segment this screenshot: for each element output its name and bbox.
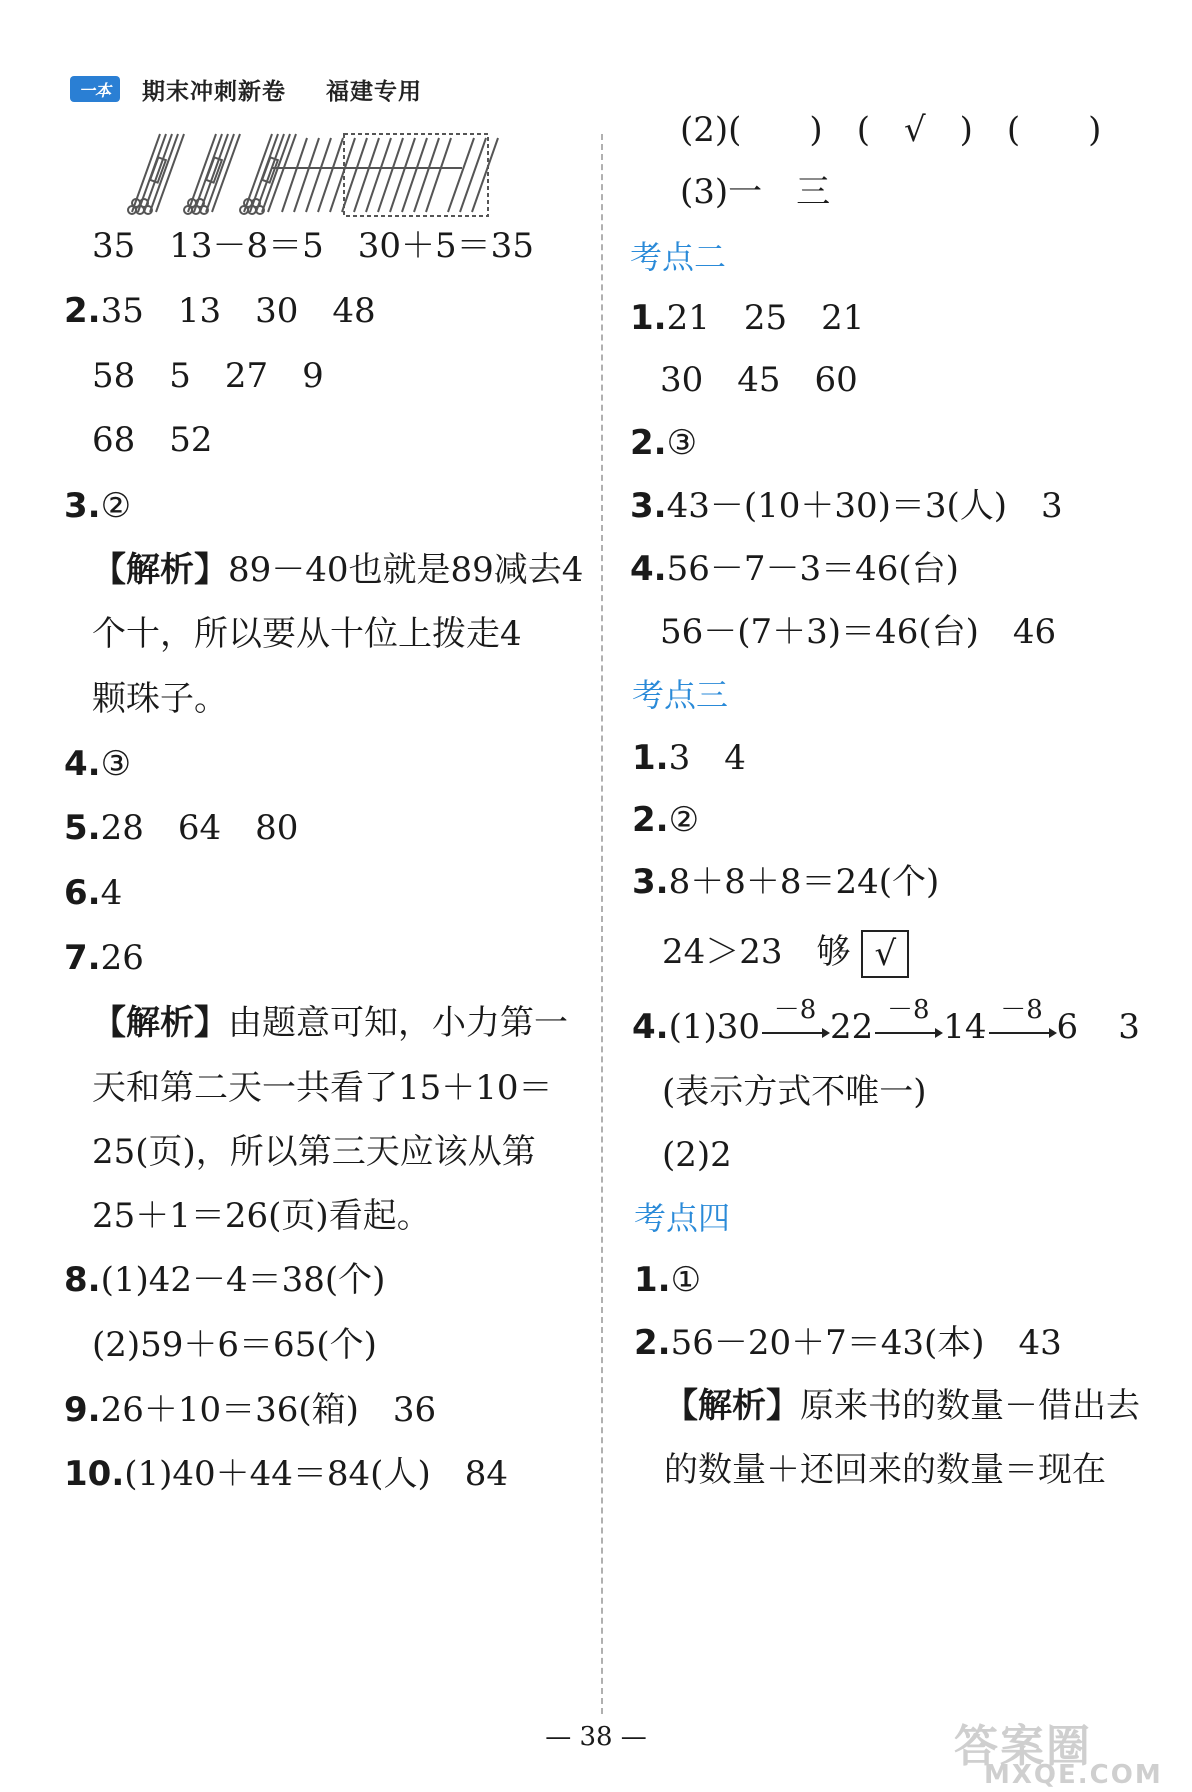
answer-line: (2)( ) ( √ ) ( )	[680, 110, 1102, 150]
answer-text: 26	[100, 938, 144, 978]
question-number: 2.	[634, 1323, 671, 1363]
question-number: 2.	[630, 423, 667, 463]
question-number: 1.	[632, 738, 669, 778]
question-number: 4.	[64, 744, 101, 784]
explanation-tag: 【解析】	[92, 550, 228, 590]
right-arrow-icon	[987, 1027, 1057, 1039]
answer-text: ①	[670, 1260, 702, 1300]
question-4	[64, 744, 131, 784]
question-number: 4.	[630, 549, 667, 589]
answer-text: 6	[1056, 1007, 1079, 1047]
question-number: 9.	[64, 1390, 101, 1430]
explanation-text: 原来书的数量－借出去	[800, 1386, 1140, 1426]
explanation-line: 25＋1＝26(页)看起。	[92, 1196, 431, 1236]
extra-sticks	[448, 138, 498, 212]
answer-text: 21 25 21	[666, 298, 865, 338]
answer-text: 28 64 80	[100, 808, 299, 848]
question-3	[632, 862, 939, 902]
answer-line: 30 45 60	[660, 360, 858, 400]
answer-text: 56－7－3＝46(台)	[666, 549, 959, 589]
watermark-logo: 答案圈	[954, 1721, 1092, 1772]
answer-line: (2)2	[662, 1135, 732, 1175]
question-1	[632, 738, 746, 778]
explanation-line	[664, 1386, 1140, 1426]
question-7	[64, 938, 144, 978]
answer-line: 58 5 27 9	[92, 356, 324, 396]
question-number: 4.	[632, 1007, 669, 1047]
question-number: 6.	[64, 873, 101, 913]
page-header	[70, 72, 422, 106]
answer-text: (1)30	[668, 1007, 761, 1047]
loose-sticks	[272, 138, 462, 212]
explanation-line: 天和第二天一共看了15＋10＝	[92, 1068, 553, 1108]
explanation-line: 25(页)，所以第三天应该从第	[92, 1132, 536, 1172]
answer-line	[662, 930, 909, 978]
explanation-line: 个十，所以要从十位上拨走4	[92, 614, 522, 654]
answer-text: 56－20＋7＝43(本) 43	[670, 1323, 1062, 1363]
question-3	[64, 486, 131, 526]
question-number: 1.	[634, 1260, 671, 1300]
answer-text: 43－(10＋30)＝3(人) 3	[666, 486, 1063, 526]
explanation-tag: 【解析】	[664, 1386, 800, 1426]
question-8	[64, 1260, 385, 1300]
stick-bundle-1	[128, 134, 184, 214]
minus-arrow	[987, 995, 1057, 1047]
explanation-line	[92, 1003, 568, 1043]
answer-line-1: 35 13－8＝5 30＋5＝35	[92, 226, 534, 266]
answer-text: 35 13 30 48	[100, 291, 376, 331]
answer-text: (1)40＋44＝84(人) 84	[124, 1454, 508, 1494]
answer-line: 56－(7＋3)＝46(台) 46	[660, 612, 1057, 652]
answer-line: 68 52	[92, 420, 213, 460]
question-2	[64, 291, 376, 331]
answer-text: ②	[100, 486, 132, 526]
question-9	[64, 1390, 436, 1430]
arrow-label: －8	[887, 995, 930, 1025]
answer-note: (表示方式不唯一)	[662, 1072, 927, 1112]
answer-text: 14	[943, 1007, 987, 1047]
watermark	[944, 1710, 1192, 1790]
question-number: 10.	[64, 1454, 125, 1494]
question-10	[64, 1454, 508, 1494]
question-3	[630, 486, 1063, 526]
explanation-tag: 【解析】	[92, 1003, 228, 1043]
answer-text: 24＞23 够	[662, 932, 851, 972]
question-6	[64, 873, 122, 913]
explanation-line: 的数量＋还回来的数量＝现在	[664, 1450, 1106, 1490]
question-number: 2.	[632, 800, 669, 840]
explanation-line: 颗珠子。	[92, 679, 228, 719]
question-number: 3.	[632, 862, 669, 902]
column-divider	[601, 134, 603, 1714]
answer-text: ③	[100, 744, 132, 784]
question-4	[630, 549, 959, 589]
minus-arrow	[760, 995, 830, 1047]
answer-text: 4	[100, 873, 123, 913]
arrow-label: －8	[1000, 995, 1043, 1025]
check-box: √	[861, 930, 909, 978]
minus-arrow	[873, 995, 943, 1047]
answer-text: (1)42－4＝38(个)	[100, 1260, 386, 1300]
section-title-4: 考点四	[634, 1199, 731, 1237]
question-2	[634, 1323, 1062, 1363]
stick-bundle-3	[240, 134, 296, 214]
answer-text: 8＋8＋8＝24(个)	[668, 862, 940, 902]
question-number: 8.	[64, 1260, 101, 1300]
region-label: 福建专用	[326, 78, 422, 105]
page-number: — 38 —	[545, 1722, 647, 1752]
question-1	[634, 1260, 701, 1300]
explanation-line	[92, 550, 583, 590]
question-number: 3.	[64, 486, 101, 526]
answer-text: 26＋10＝36(箱) 36	[100, 1390, 437, 1430]
answer-line: (3)一 三	[680, 172, 831, 212]
question-4	[632, 995, 1140, 1047]
counting-sticks-illustration	[122, 128, 562, 224]
question-number: 2.	[64, 291, 101, 331]
answer-text: ③	[666, 423, 698, 463]
brand-logo: 一本	[70, 76, 120, 102]
answer-text: ②	[668, 800, 700, 840]
explanation-text: 89－40也就是89减去4	[228, 550, 584, 590]
stick-bundle-2	[184, 134, 240, 214]
question-2	[630, 423, 697, 463]
question-2	[632, 800, 699, 840]
question-5	[64, 808, 298, 848]
section-title-2: 考点二	[630, 238, 727, 276]
question-number: 3.	[630, 486, 667, 526]
arrow-label: －8	[773, 995, 817, 1025]
question-number: 7.	[64, 938, 101, 978]
answer-line: (2)59＋6＝65(个)	[92, 1325, 377, 1365]
watermark-url: MXQE.COM	[984, 1760, 1163, 1790]
question-number: 1.	[630, 298, 667, 338]
right-arrow-icon	[760, 1027, 830, 1039]
book-title: 期末冲刺新卷	[142, 78, 286, 105]
answer-text: 3 4	[668, 738, 746, 778]
explanation-text: 由题意可知，小力第一	[228, 1003, 568, 1043]
answer-text: 22	[830, 1007, 874, 1047]
right-arrow-icon	[873, 1027, 943, 1039]
question-number: 5.	[64, 808, 101, 848]
question-1	[630, 298, 864, 338]
section-title-3: 考点三	[632, 676, 729, 714]
answer-text: 3	[1118, 1007, 1140, 1047]
